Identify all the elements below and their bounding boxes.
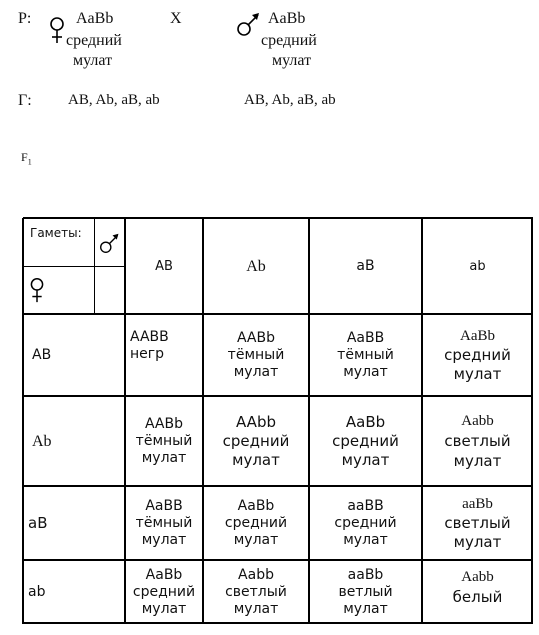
grid-line	[124, 218, 126, 624]
offspring-phenotype: светлый	[225, 583, 287, 600]
offspring-phenotype-line2: мулат	[453, 532, 502, 551]
col-header-AB	[125, 218, 203, 314]
row-header-AB	[23, 314, 125, 396]
offspring-cell	[309, 560, 422, 624]
gametes-label: Г:	[18, 92, 32, 109]
row-header-label: aB	[28, 513, 48, 532]
offspring-genotype: AaBB	[145, 497, 183, 514]
offspring-phenotype-line2: мулат	[343, 600, 388, 617]
offspring-phenotype-line2: мулат	[233, 363, 279, 380]
row-header-label: AB	[32, 346, 52, 363]
row-header-ab	[23, 560, 125, 624]
offspring-phenotype-line2: мулат	[453, 452, 502, 470]
offspring-genotype: aaBB	[347, 497, 384, 514]
offspring-cell	[125, 396, 203, 486]
offspring-cell	[203, 560, 309, 624]
offspring-phenotype: тёмный	[135, 514, 193, 531]
corner-label-cell	[23, 218, 95, 267]
offspring-phenotype: средний	[132, 583, 196, 600]
row-header-Ab	[23, 396, 125, 486]
offspring-phenotype-line2: мулат	[141, 600, 187, 617]
f1-label	[21, 150, 32, 166]
corner-male-cell	[94, 218, 125, 267]
grid-line	[23, 485, 533, 487]
offspring-genotype: AaBb	[145, 566, 183, 583]
offspring-genotype: AABB	[130, 329, 169, 345]
cross-sign: X	[170, 10, 182, 27]
offspring-genotype: Aabb	[461, 569, 494, 585]
grid-line	[23, 622, 533, 624]
offspring-genotype: AaBb	[460, 327, 495, 344]
offspring-phenotype: средний	[332, 431, 399, 450]
offspring-phenotype: средний	[444, 345, 511, 364]
offspring-cell	[309, 314, 422, 396]
offspring-phenotype-line2: мулат	[233, 531, 279, 548]
col-header-aB	[309, 218, 422, 314]
offspring-genotype: aaBb	[462, 495, 493, 512]
offspring-cell	[125, 486, 203, 560]
offspring-phenotype-line2: мулат	[232, 450, 280, 469]
offspring-phenotype-line2: мулат	[343, 531, 388, 548]
offspring-cell	[422, 486, 533, 560]
grid-line	[22, 218, 24, 624]
offspring-genotype: AABb	[144, 415, 184, 432]
offspring-genotype: AaBB	[346, 329, 385, 346]
male-symbol-icon	[236, 11, 262, 37]
grid-line	[202, 218, 204, 624]
row-header-label: ab	[28, 583, 46, 600]
offspring-cell	[422, 396, 533, 486]
offspring-phenotype-line2: мулат	[453, 364, 502, 383]
col-header-Ab	[203, 218, 309, 314]
p-label: P:	[18, 10, 32, 27]
offspring-phenotype: тёмный	[135, 432, 193, 449]
f1-subscript: 1	[27, 157, 32, 167]
grid-line	[421, 218, 423, 624]
grid-line	[23, 559, 533, 561]
offspring-genotype: Aabb	[461, 413, 494, 429]
offspring-cell	[125, 560, 203, 624]
male-phenotype-line2: мулат	[272, 52, 312, 69]
offspring-cell	[422, 314, 533, 396]
offspring-phenotype: средний	[224, 514, 288, 531]
male-genotype: AaBb	[268, 10, 306, 27]
offspring-genotype: AABb	[236, 329, 276, 346]
row-header-aB	[23, 486, 125, 560]
grid-line	[531, 218, 533, 624]
offspring-cell	[309, 396, 422, 486]
female-genotype: AaBb	[76, 10, 114, 27]
offspring-phenotype: тёмный	[227, 346, 285, 363]
female-symbol-icon	[28, 276, 46, 304]
corner-label: Гаметы:	[30, 226, 82, 240]
male-gametes: AB, Ab, aB, ab	[244, 92, 336, 108]
offspring-phenotype: светлый	[444, 432, 511, 450]
female-phenotype-line1: средний	[66, 32, 122, 49]
offspring-phenotype-line2: мулат	[341, 450, 390, 469]
offspring-phenotype: средний	[222, 431, 290, 450]
offspring-phenotype: тёмный	[337, 346, 394, 363]
offspring-genotype: AAbb	[236, 412, 276, 431]
offspring-cell	[203, 486, 309, 560]
offspring-phenotype: белый	[452, 588, 503, 606]
grid-line	[23, 395, 533, 397]
grid-line	[23, 217, 533, 219]
offspring-cell	[203, 314, 309, 396]
offspring-phenotype-line2: мулат	[343, 363, 388, 380]
offspring-phenotype-line2: мулат	[233, 600, 279, 617]
col-header-ab	[422, 218, 533, 314]
offspring-genotype: aaBb	[347, 566, 384, 583]
male-phenotype-line1: средний	[261, 32, 317, 49]
female-phenotype-line2: мулат	[73, 52, 113, 69]
f1-letter: F	[21, 150, 28, 164]
offspring-phenotype-line2: мулат	[141, 531, 187, 548]
female-symbol-icon	[48, 15, 66, 45]
col-header-label: AB	[155, 258, 173, 274]
offspring-cell	[203, 396, 309, 486]
offspring-cell	[309, 486, 422, 560]
offspring-phenotype: негр	[130, 346, 165, 362]
offspring-phenotype-line2: мулат	[141, 449, 187, 466]
offspring-phenotype: ветлый	[338, 583, 393, 600]
female-gametes: AB, Ab, aB, ab	[68, 92, 160, 108]
col-header-label: Ab	[246, 257, 266, 275]
grid-line	[23, 313, 533, 315]
offspring-phenotype: средний	[334, 514, 397, 531]
row-header-label: Ab	[32, 432, 52, 450]
offspring-genotype: Aabb	[238, 566, 274, 583]
corner-female-cell	[23, 266, 95, 314]
grid-line	[308, 218, 310, 624]
corner-empty-cell	[94, 266, 125, 314]
offspring-genotype: AaBb	[237, 497, 275, 514]
punnett-square	[23, 218, 533, 624]
offspring-genotype: AaBb	[345, 412, 386, 431]
offspring-phenotype: светлый	[444, 513, 511, 532]
male-symbol-icon	[99, 232, 121, 254]
offspring-cell	[125, 314, 203, 396]
col-header-label: aB	[356, 257, 375, 274]
col-header-label: ab	[469, 258, 486, 274]
offspring-cell	[422, 560, 533, 624]
